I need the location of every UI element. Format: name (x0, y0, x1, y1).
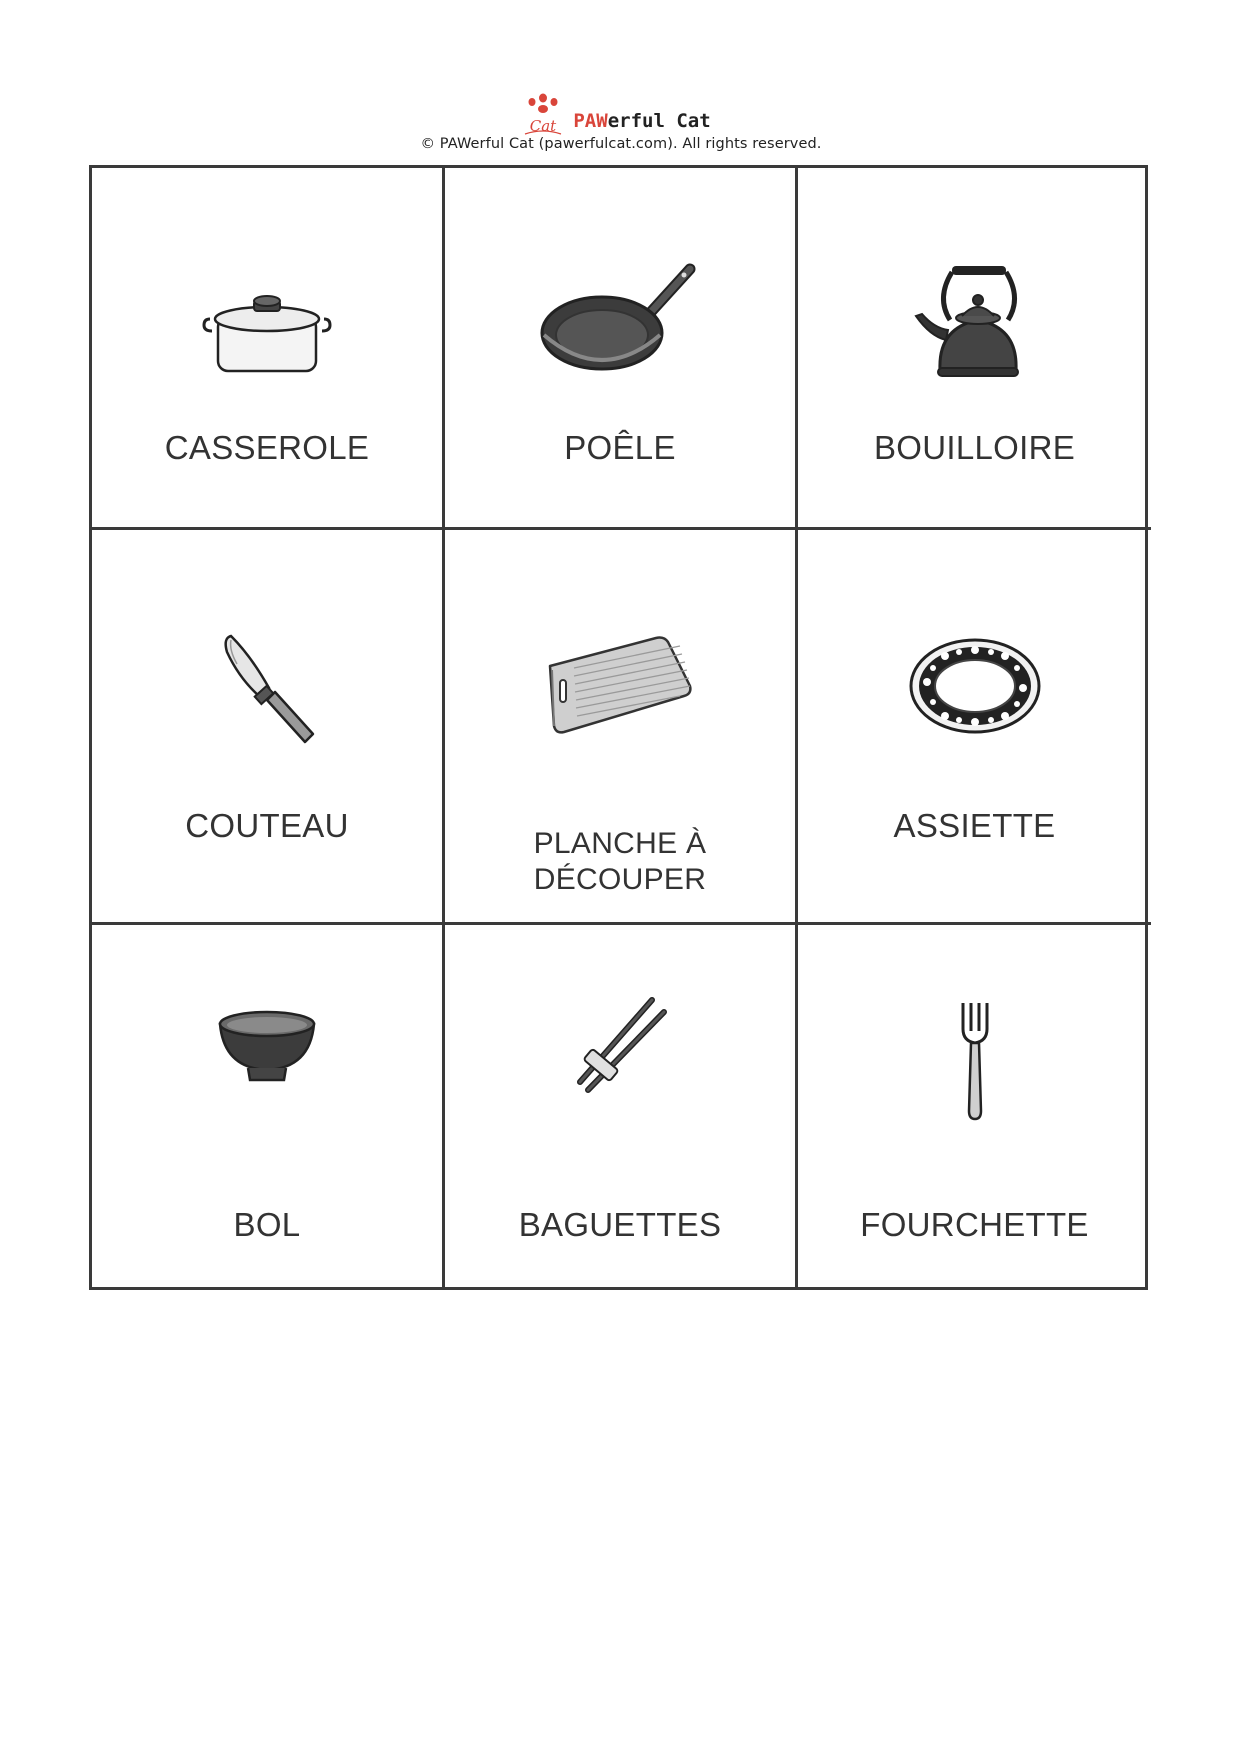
plate-icon (905, 630, 1045, 740)
frying-pan-icon (540, 253, 700, 383)
bowl-icon (212, 1000, 322, 1090)
paw-logo-icon (521, 92, 565, 136)
pot-icon (202, 281, 332, 381)
cutting-board-icon (540, 630, 700, 760)
svg-text:Cat: Cat (530, 117, 557, 135)
card-casserole (92, 168, 445, 530)
card-bouilloire (798, 168, 1151, 530)
card-label: BAGUETTES (518, 1206, 722, 1243)
copyright-notice: © PAWerful Cat (pawerfulcat.com). All rights reserved. (420, 136, 822, 152)
card-label: BOUILLOIRE (873, 429, 1076, 466)
card-label: PLANCHE À DÉCOUPER (533, 827, 707, 896)
card-bol (92, 925, 445, 1287)
brand-logo (0, 86, 1242, 136)
knife-icon (207, 630, 327, 760)
card-planche (445, 530, 798, 925)
chopsticks-icon (560, 990, 680, 1110)
kettle-icon (910, 258, 1040, 388)
fork-icon (945, 995, 1005, 1125)
flashcard-grid (89, 165, 1148, 1290)
card-fourchette (798, 925, 1151, 1287)
card-label: COUTEAU (185, 807, 349, 844)
card-baguettes (445, 925, 798, 1287)
card-label: BOL (233, 1206, 301, 1243)
card-poele (445, 168, 798, 530)
card-label: CASSEROLE (164, 429, 370, 466)
card-label: ASSIETTE (893, 807, 1056, 844)
page-header (0, 86, 1242, 152)
card-label: FOURCHETTE (860, 1206, 1089, 1243)
brand-name: PAWerful Cat (573, 110, 711, 132)
card-assiette (798, 530, 1151, 925)
card-label: POÊLE (564, 429, 676, 466)
card-couteau (92, 530, 445, 925)
